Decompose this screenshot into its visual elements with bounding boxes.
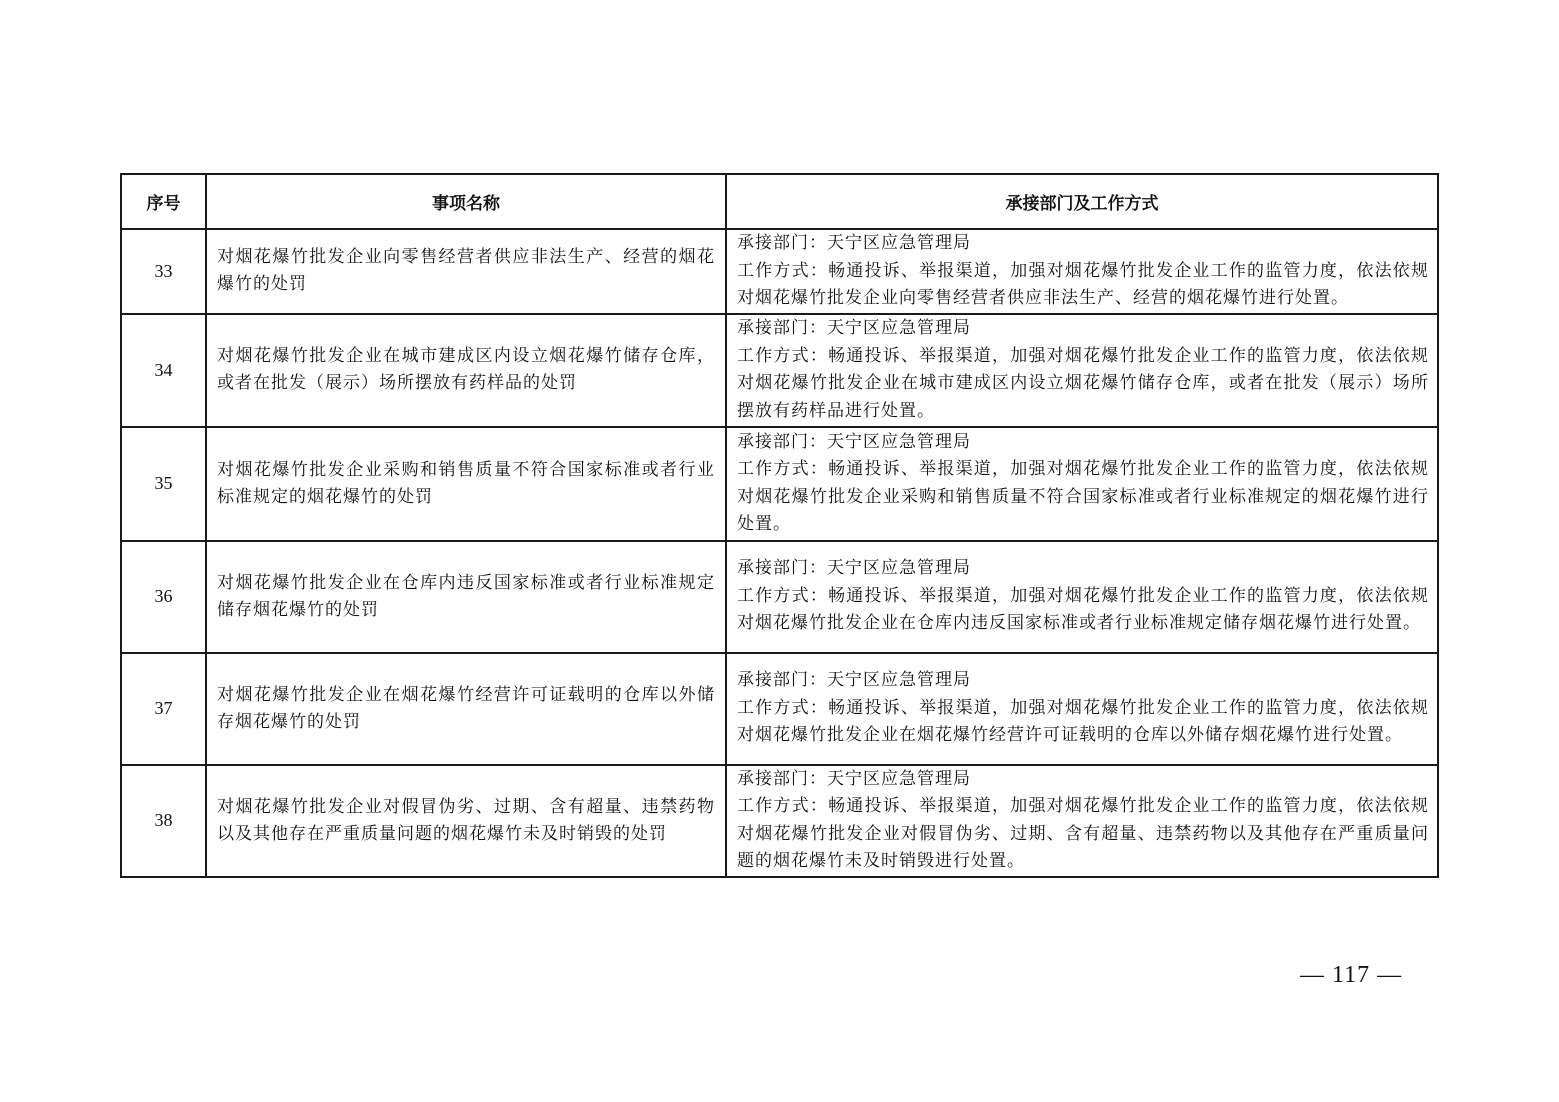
method-text: 工作方式：畅通投诉、举报渠道，加强对烟花爆竹批发企业工作的监管力度，依法依规对烟花爆竹批发企业采购和销售质量不符合国家标准或者行业标准规定的烟花爆竹进行处置。 xyxy=(737,459,1429,534)
method-text: 工作方式：畅通投诉、举报渠道，加强对烟花爆竹批发企业工作的监管力度，依法依规对烟花爆竹批发企业在仓库内违反国家标准或者行业标准规定储存烟花爆竹进行处置。 xyxy=(737,585,1429,634)
table-row xyxy=(121,427,1438,541)
dept-and-method xyxy=(726,765,1438,877)
dept-text: 承接部门：天宁区应急管理局 xyxy=(737,558,971,579)
row-number: 35 xyxy=(121,427,206,541)
dept-and-method xyxy=(726,541,1438,653)
method-text: 工作方式：畅通投诉、举报渠道，加强对烟花爆竹批发企业工作的监管力度，依法依规对烟花爆竹批发企业向零售经营者供应非法生产、经营的烟花爆竹进行处置。 xyxy=(737,260,1429,308)
row-number: 34 xyxy=(121,314,206,427)
table-row xyxy=(121,229,1438,314)
table-header-row xyxy=(121,174,1438,229)
item-name: 对烟花爆竹批发企业在仓库内违反国家标准或者行业标准规定储存烟花爆竹的处罚 xyxy=(206,541,726,653)
table-row xyxy=(121,314,1438,427)
table-row xyxy=(121,541,1438,653)
item-name: 对烟花爆竹批发企业采购和销售质量不符合国家标准或者行业标准规定的烟花爆竹的处罚 xyxy=(206,427,726,541)
page-number: — 117 — xyxy=(1300,962,1403,988)
table-row xyxy=(121,765,1438,877)
dept-and-method xyxy=(726,427,1438,541)
method-text: 工作方式：畅通投诉、举报渠道，加强对烟花爆竹批发企业工作的监管力度，依法依规对烟花爆竹批发企业在城市建成区内设立烟花爆竹储存仓库，或者在批发（展示）场所摆放有药样品进行处置。 xyxy=(737,345,1429,421)
method-text: 工作方式：畅通投诉、举报渠道，加强对烟花爆竹批发企业工作的监管力度，依法依规对烟花爆竹批发企业对假冒伪劣、过期、含有超量、违禁药物以及其他存在严重质量问题的烟花爆竹未及时销毁进行处置。 xyxy=(737,796,1429,871)
header-num: 序号 xyxy=(121,174,206,229)
items-table xyxy=(120,173,1439,878)
dept-text: 承接部门：天宁区应急管理局 xyxy=(737,431,971,452)
dept-text: 承接部门：天宁区应急管理局 xyxy=(737,318,971,338)
row-number: 38 xyxy=(121,765,206,877)
dept-text: 承接部门：天宁区应急管理局 xyxy=(737,768,971,789)
dept-and-method xyxy=(726,653,1438,765)
dept-and-method xyxy=(726,314,1438,427)
header-method: 承接部门及工作方式 xyxy=(726,174,1438,229)
item-name: 对烟花爆竹批发企业在城市建成区内设立烟花爆竹储存仓库，或者在批发（展示）场所摆放有药样品的处罚 xyxy=(206,314,726,427)
document-sheet xyxy=(120,173,1437,878)
dept-and-method xyxy=(726,229,1438,314)
row-number: 33 xyxy=(121,229,206,314)
dept-text: 承接部门：天宁区应急管理局 xyxy=(737,233,971,253)
item-name: 对烟花爆竹批发企业向零售经营者供应非法生产、经营的烟花爆竹的处罚 xyxy=(206,229,726,314)
row-number: 37 xyxy=(121,653,206,765)
row-number: 36 xyxy=(121,541,206,653)
table-row xyxy=(121,653,1438,765)
item-name: 对烟花爆竹批发企业在烟花爆竹经营许可证载明的仓库以外储存烟花爆竹的处罚 xyxy=(206,653,726,765)
dept-text: 承接部门：天宁区应急管理局 xyxy=(737,670,971,691)
item-name: 对烟花爆竹批发企业对假冒伪劣、过期、含有超量、违禁药物以及其他存在严重质量问题的烟花爆竹未及时销毁的处罚 xyxy=(206,765,726,877)
header-name: 事项名称 xyxy=(206,174,726,229)
method-text: 工作方式：畅通投诉、举报渠道，加强对烟花爆竹批发企业工作的监管力度，依法依规对烟花爆竹批发企业在烟花爆竹经营许可证载明的仓库以外储存烟花爆竹进行处置。 xyxy=(737,697,1429,746)
